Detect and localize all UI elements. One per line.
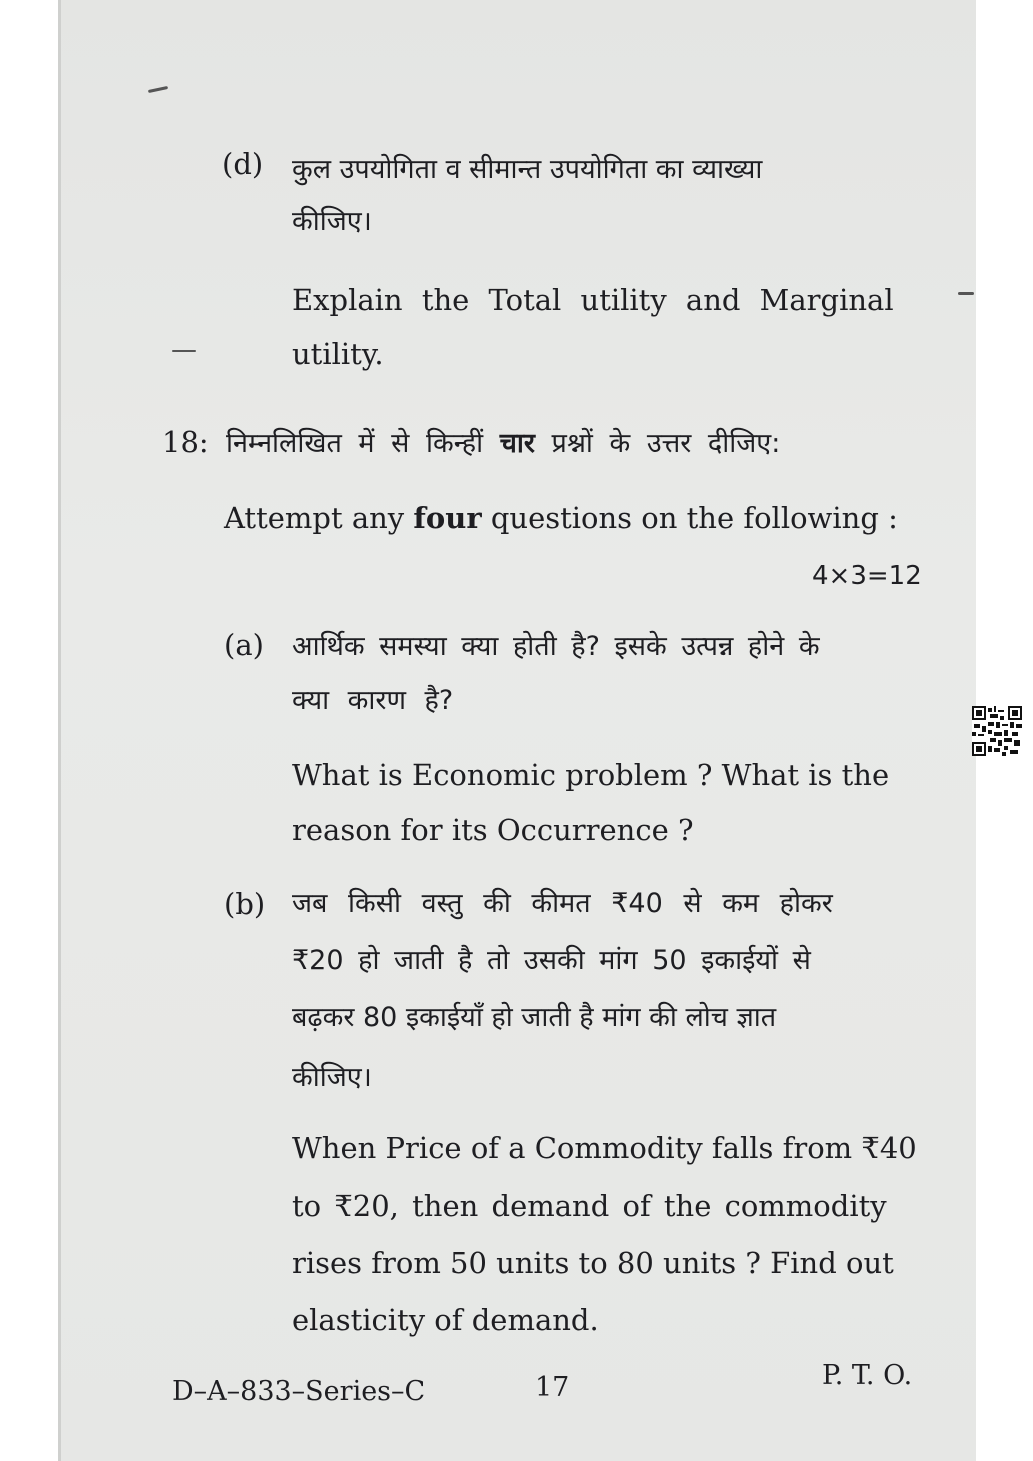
question-17d-label: (d) — [222, 147, 264, 181]
question-18b-label: (b) — [224, 887, 266, 921]
question-17d-hindi-line-2: कीजिए। — [292, 206, 372, 237]
question-18a-hindi-line-1: आर्थिक समस्या क्या होती है? इसके उत्पन्न होने के — [292, 631, 820, 662]
question-17d-english-line-2: utility. — [292, 337, 384, 371]
hindi-instruction-part-1: निम्नलिखित में से किन्हीं — [226, 428, 484, 459]
question-18b-english-line-2: to ₹20, then demand of the commodity — [292, 1189, 887, 1223]
english-instruction-part-2: questions on the following : — [490, 501, 898, 535]
qr-code-icon — [972, 706, 1022, 756]
english-instruction-emphasis: four — [413, 501, 482, 535]
scan-mark — [172, 350, 196, 352]
question-17d-english-line-1: Explain the Total utility and Marginal — [292, 283, 894, 317]
hindi-text: कुल उपयोगिता व सीमान्त उपयोगिता का व्याख्या — [292, 154, 763, 185]
question-18b-english-line-4: elasticity of demand. — [292, 1303, 599, 1337]
question-18b-english-line-1: When Price of a Commodity falls from ₹40 — [292, 1131, 917, 1165]
footer-pto: P. T. O. — [822, 1360, 913, 1391]
footer-page-number: 17 — [535, 1372, 570, 1403]
question-18b-hindi-line-1: जब किसी वस्तु की कीमत ₹40 से कम होकर — [292, 888, 833, 919]
page-edge — [58, 0, 61, 1461]
question-18a-hindi-line-2: क्या कारण है? — [292, 685, 454, 716]
hindi-instruction-emphasis: चार — [499, 428, 535, 459]
question-18a-english-line-1: What is Economic problem ? What is the — [292, 758, 890, 792]
question-18-marks: 4×3=12 — [812, 561, 922, 591]
question-18-number: 18: — [162, 425, 209, 459]
scan-mark — [958, 292, 974, 295]
question-18b-english-line-3: rises from 50 units to 80 units ? Find out — [292, 1246, 894, 1280]
question-18-hindi-instruction — [226, 424, 780, 464]
question-18b-hindi-line-3: बढ़कर 80 इकाईयाँ हो जाती है मांग की लोच ज्ञात — [292, 1002, 777, 1033]
question-18b-hindi-line-2: ₹20 हो जाती है तो उसकी मांग 50 इकाईयों से — [292, 945, 811, 976]
question-17d-hindi-line-1 — [292, 150, 928, 190]
question-18a-english-line-2: reason for its Occurrence ? — [292, 813, 694, 847]
scan-left-margin — [0, 0, 58, 1461]
english-instruction-part-1: Attempt any — [224, 501, 405, 535]
question-18-english-instruction — [224, 498, 898, 538]
hindi-instruction-part-2: प्रश्नों के उत्तर दीजिए: — [551, 428, 781, 459]
question-18b-hindi-line-4: कीजिए। — [292, 1062, 372, 1093]
footer-paper-code: D–A–833–Series–C — [172, 1376, 426, 1407]
exam-page — [58, 0, 976, 1461]
question-18a-label: (a) — [224, 628, 264, 662]
